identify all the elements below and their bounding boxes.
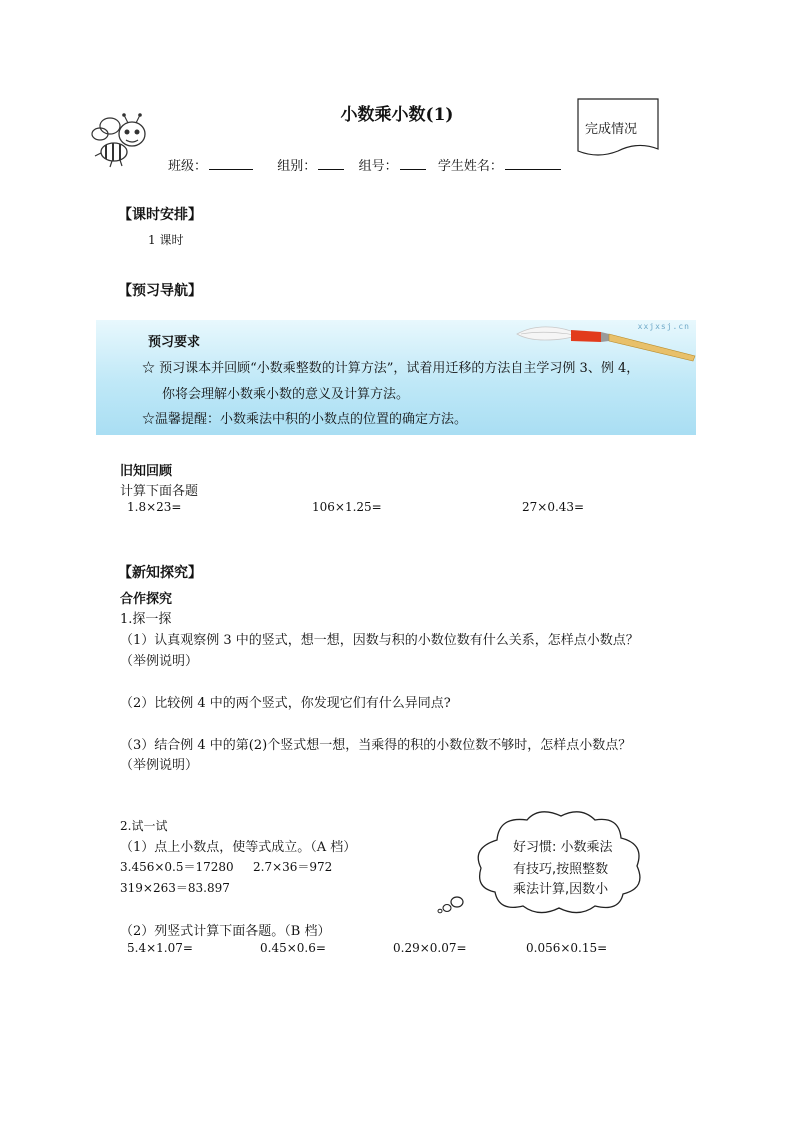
explore-part-2: 2.试一试 [120, 819, 168, 833]
completion-label: 完成情况 [585, 122, 638, 137]
page-title: 小数乘小数(1) [340, 105, 454, 125]
banner-watermark: xxjxsj.cn [637, 322, 690, 331]
calc-item-2: 0.45×0.6= [260, 941, 326, 955]
question-2: （2）比较例 4 中的两个竖式，你发现它们有什么异同点? [120, 696, 451, 711]
calc-item-3: 0.29×0.07= [393, 941, 467, 955]
number-label: 组号： [358, 159, 398, 174]
review-heading: 旧知回顾 [120, 464, 173, 479]
equation-2: 2.7×36＝972 [253, 860, 333, 874]
review-item-3: 27×0.43= [522, 500, 585, 514]
schedule-heading: 【课时安排】 [118, 207, 202, 223]
question-1-note: （举例说明） [120, 654, 199, 669]
calc-item-4: 0.056×0.15= [526, 941, 608, 955]
question-3-note: （举例说明） [120, 758, 199, 773]
bee-mascot-icon [92, 112, 154, 168]
tip-line-3 [513, 878, 608, 889]
class-blank[interactable] [209, 157, 253, 170]
review-instruction: 计算下面各题 [120, 484, 199, 499]
try-task-1: （1）点上小数点，使等式成立。（A 档） [120, 840, 357, 855]
group-label: 组别： [277, 159, 317, 174]
tip-line-1: 好习惯: 小数乘法 [513, 840, 613, 855]
explore-sub: 合作探究 [120, 592, 173, 607]
try-task-2: （2）列竖式计算下面各题。（B 档） [120, 924, 331, 939]
group-blank[interactable] [318, 157, 344, 170]
review-item-1: 1.8×23= [127, 500, 182, 514]
equation-1: 3.456×0.5＝17280 [120, 860, 234, 874]
calc-item-1: 5.4×1.07= [127, 941, 193, 955]
paintbrush-icon [515, 320, 696, 362]
preview-box-title: 预习要求 [148, 335, 201, 350]
preview-line-3: ☆温馨提醒：小数乘法中积的小数点的位置的确定方法。 [142, 412, 468, 427]
preview-line-1: ☆ 预习课本并回顾“小数乘整数的计算方法”，试着用迁移的方法自主学习例 3、例 4， [142, 361, 640, 376]
preview-line-2: 你将会理解小数乘小数的意义及计算方法。 [162, 387, 410, 402]
name-label: 学生姓名： [437, 159, 503, 174]
review-item-2: 106×1.25= [312, 500, 382, 514]
tip-line-2: 有技巧,按照整数 [513, 862, 609, 877]
equation-3: 319×263＝83.897 [120, 881, 230, 895]
explore-heading: 【新知探究】 [118, 565, 202, 581]
name-blank[interactable] [505, 157, 561, 170]
explore-part-1: 1.探一探 [120, 612, 172, 627]
student-info-line [168, 155, 563, 174]
preview-heading: 【预习导航】 [118, 283, 202, 299]
schedule-value: 1 课时 [148, 233, 184, 247]
number-blank[interactable] [400, 157, 426, 170]
question-1: （1）认真观察例 3 中的竖式，想一想，因数与积的小数位数有什么关系，怎样点小数点？ [120, 633, 639, 648]
question-3: （3）结合例 4 中的第(2)个竖式想一想，当乘得的积的小数位数不够时，怎样点小数点？ [120, 738, 632, 753]
class-label: 班级： [168, 159, 208, 174]
